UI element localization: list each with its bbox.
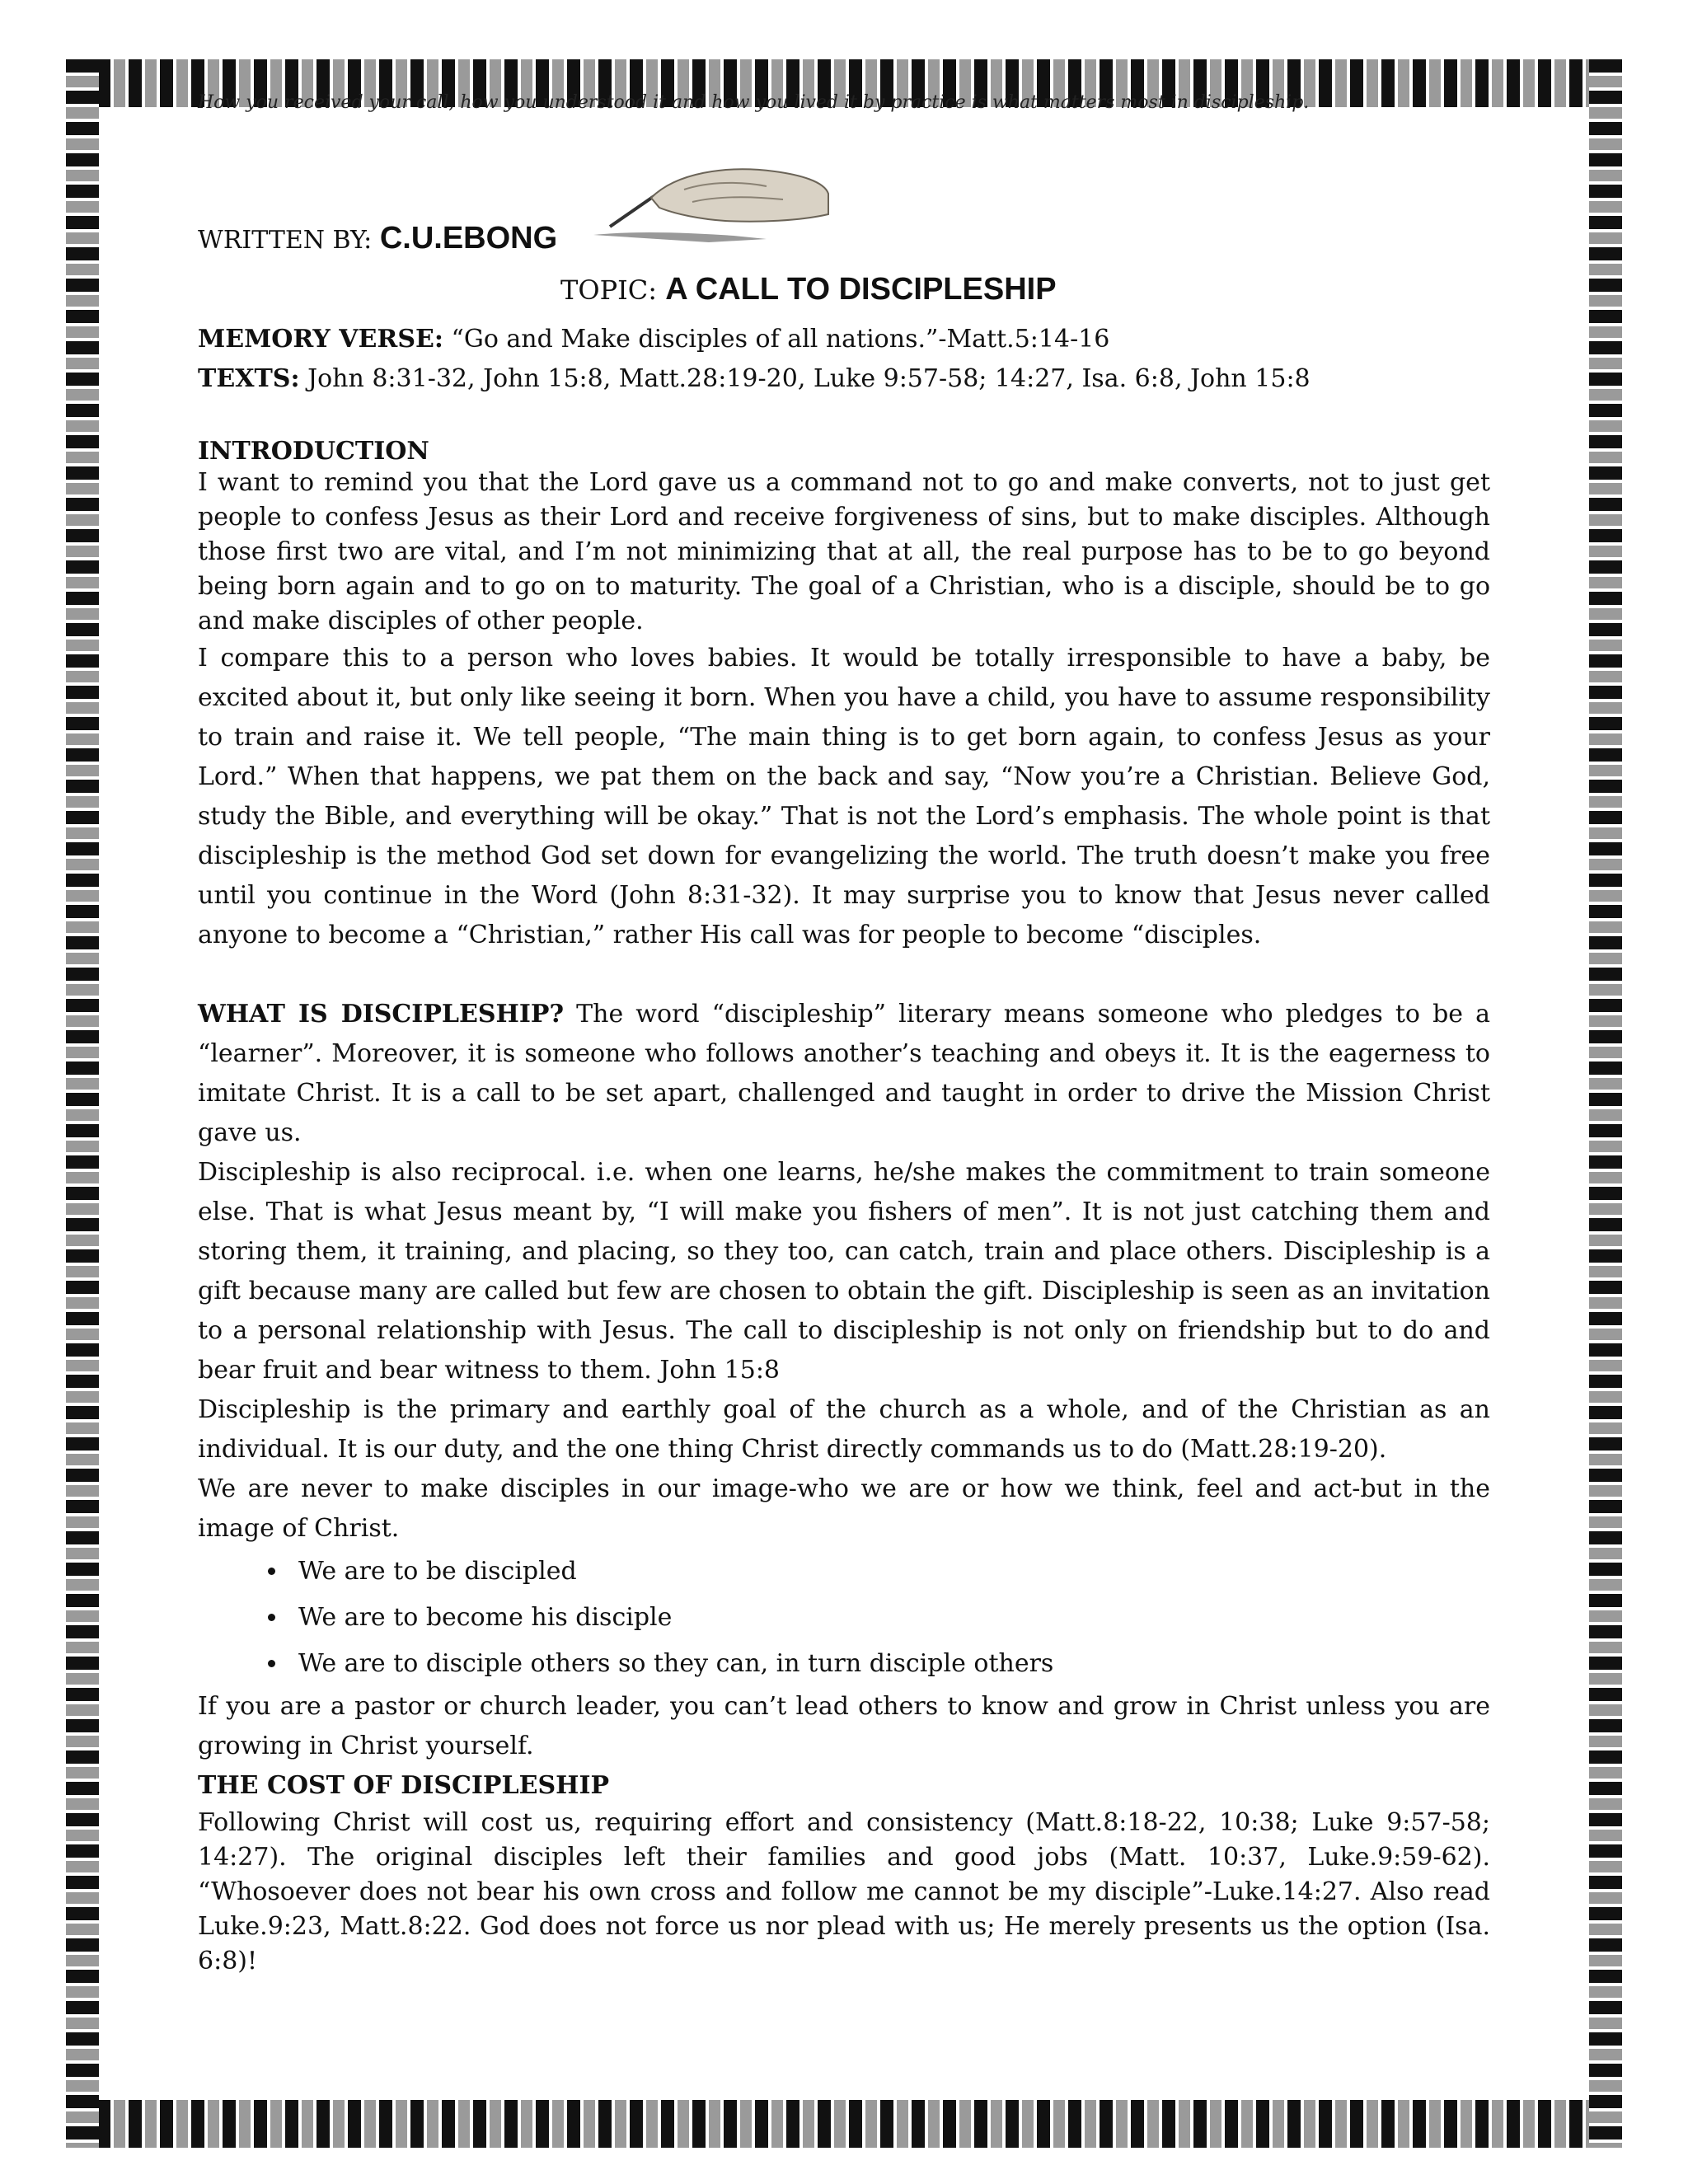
what-is-paragraph-5: If you are a pastor or church leader, you can’t lead others to know and grow in Christ unless you are growing in Christ yourself. [198, 1692, 1490, 1760]
what-is-paragraph-1 [198, 995, 1490, 1153]
tagline: How you received your call, how you understood it and how you lived it by practice is what matters most in discipleship. [198, 92, 1310, 113]
meta-block [198, 320, 1500, 399]
introduction-heading: INTRODUCTION [198, 437, 429, 466]
list-item: • We are to be discipled [288, 1549, 1490, 1595]
memory-verse [198, 320, 1500, 359]
introduction-paragraph-2: I compare this to a person who loves babies. It would be totally irresponsible to have a baby, be excited about it, but only like seeing it born. When you have a child, you have to assume responsibility to train and raise it. We tell people, “The main thing is to get born again, to confess Jesus as your Lord.” When that happens, we pat them on the back and say, “Now you’re a Christian. Believe God, study the Bible, and everything will be okay.” That is not the Lord’s emphasis. The whole point is that discipleship is the method God set down for evangelizing the world. The truth doesn’t make you free until you continue in the Word (John 8:31-32). It may surprise you to know that Jesus never called anyone to become a “Christian,” rather His call was for people to become “disciples. [198, 644, 1490, 949]
topic-title: A CALL TO DISCIPLESHIP [665, 272, 1057, 307]
decorative-border-right [1589, 59, 1622, 2148]
list-item: • We are to become his disciple [288, 1595, 1490, 1641]
decorative-border-bottom [66, 2100, 1622, 2148]
what-is-text-1: The word “discipleship” literary means someone who pledges to be a “learner”. Moreover, it is someone who follows another’s teaching and obeys it. It is the eagerness to imitate Christ. It is a call to be set apart, challenged and taught in order to drive the Mission Christ gave us. [198, 1000, 1490, 1147]
texts-text: John 8:31-32, John 15:8, Matt.28:19-20, Luke 9:57-58; 14:27, Isa. 6:8, John 15:8 [307, 364, 1311, 393]
writing-hand-icon [585, 157, 832, 247]
spacer [198, 955, 1490, 995]
what-is-paragraph-3: Discipleship is the primary and earthly goal of the church as a whole, and of the Christian as an individual. It is our duty, and the one thing Christ directly commands us to do (Matt.28:19-20). [198, 1395, 1490, 1464]
list-item: • We are to disciple others so they can, in turn disciple others [288, 1641, 1490, 1687]
cost-heading: THE COST OF DISCIPLESHIP [198, 1771, 610, 1800]
document-body [198, 437, 1490, 1979]
introduction-paragraph-1: I want to remind you that the Lord gave us a command not to go and make converts, not to just get people to confess Jesus as their Lord and receive forgiveness of sins, but to make disciples. Although those first two are vital, and I’m not minimizing that at all, the real purpose has to be to go beyond being born again and to go on to maturity. The goal of a Christian, who is a disciple, should be to go and make disciples of other people. [198, 468, 1490, 635]
memory-verse-label: MEMORY VERSE: [198, 325, 443, 354]
author-name: C.U.EBONG [379, 221, 558, 255]
decorative-border-left [66, 59, 99, 2148]
byline-label: WRITTEN BY: [198, 226, 373, 255]
what-is-heading: WHAT IS DISCIPLESHIP? [198, 1000, 565, 1029]
topic [560, 272, 1057, 307]
what-is-paragraph-4: We are never to make disciples in our image-who we are or how we think, feel and act-but in the image of Christ. [198, 1474, 1490, 1543]
what-is-paragraph-2: Discipleship is also reciprocal. i.e. when one learns, he/she makes the commitment to train someone else. That is what Jesus meant by, “I will make you fishers of men”. It is not just catching them and storing them, it training, and placing, so they too, can catch, train and place others. Discipleship is a gift because many are called but few are chosen to obtain the gift. Discipleship is seen as an invitation to a personal relationship with Jesus. The call to discipleship is not only on friendship but to do and bear fruit and bear witness to them. John 15:8 [198, 1158, 1490, 1385]
cost-paragraph-1: Following Christ will cost us, requiring effort and consistency (Matt.8:18-22, 10:38; Luke 9:57-58; 14:27). The original disciples left their families and good jobs (Matt. 10:37, Luke.9:59-62). “Whosoever does not bear his own cross and follow me cannot be my disciple”-Luke.14:27. Also read Luke.9:23, Matt.8:22. God does not force us nor plead with us; He merely presents us the option (Isa. 6:8)! [198, 1808, 1490, 1975]
bullet-list [198, 1549, 1490, 1687]
texts-label: TEXTS: [198, 364, 300, 393]
texts [198, 359, 1500, 399]
memory-verse-text: “Go and Make disciples of all nations.”-Matt.5:14-16 [451, 325, 1110, 354]
byline [198, 221, 557, 256]
topic-label: TOPIC: [560, 274, 658, 306]
